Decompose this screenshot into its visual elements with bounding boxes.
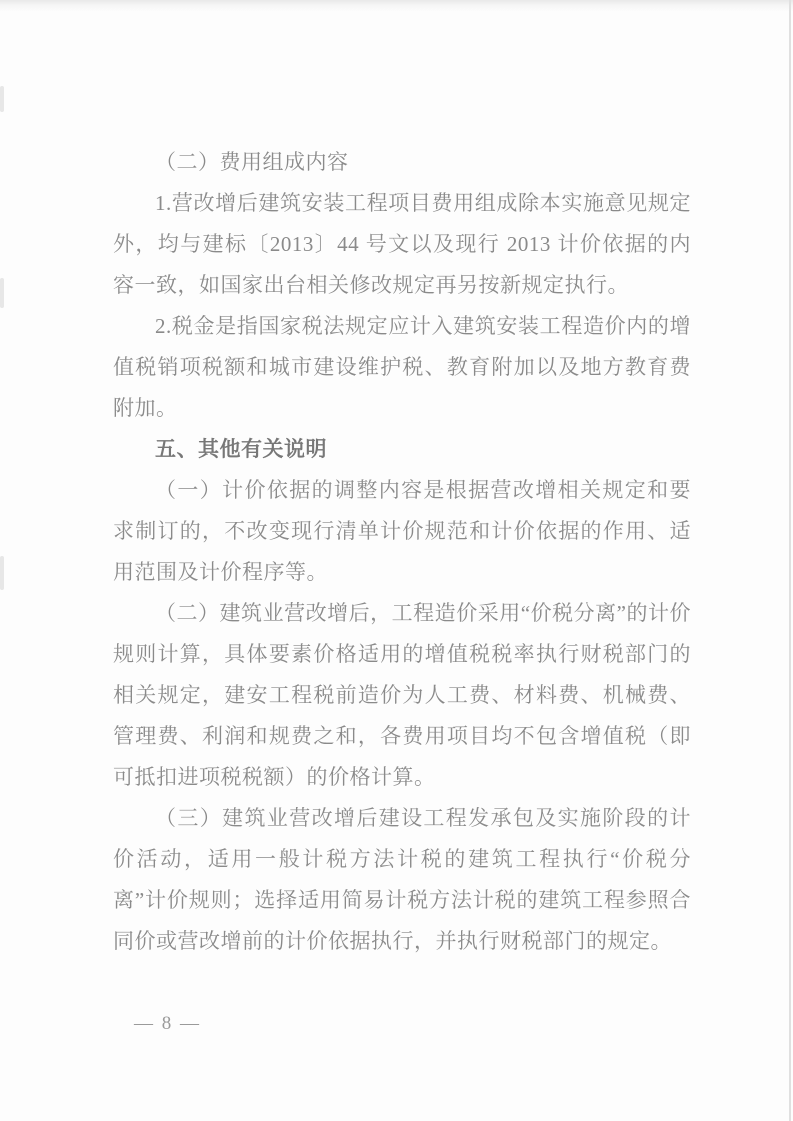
page-number: — 8 — [134, 1013, 201, 1034]
scan-right-edge-line [789, 0, 791, 1121]
paragraph-fee-composition-item1: 1.营改增后建筑安装工程项目费用组成除本实施意见规定外，均与建标〔2013〕44 号文以及现行 2013 计价依据的内容一致，如国家出台相关修改规定再另按新规定执行。 [113, 191, 691, 297]
paragraph-other-notes-1: （一）计价依据的调整内容是根据营改增相关规定和要求制订的，不改变现行清单计价规范和计价依据的作用、适用范围及计价程序等。 [113, 478, 691, 584]
scan-smudge [0, 86, 4, 112]
subheading-fee-composition: （二）费用组成内容 [155, 150, 349, 174]
scan-top-edge [0, 0, 793, 12]
paragraph-other-notes-2: （二）建筑业营改增后，工程造价采用“价税分离”的计价规则计算，具体要素价格适用的增值税税率执行财税部门的相关规定，建安工程税前造价为人工费、材料费、机械费、管理费、利润和规费之和，各费用项目均不包含增值税（即可抵扣进项税税额）的价格计算。 [113, 601, 691, 789]
paragraph-fee-composition-item2: 2.税金是指国家税法规定应计入建筑安装工程造价内的增值税销项税额和城市建设维护税、教育附加以及地方教育费附加。 [113, 314, 691, 420]
paragraph-other-notes-3: （三）建筑业营改增后建设工程发承包及实施阶段的计价活动，适用一般计税方法计税的建筑工程执行“价税分离”计价规则；选择适用简易计税方法计税的建筑工程参照合同价或营改增前的计价依据执行，并执行财税部门的规定。 [113, 806, 691, 953]
section-heading-other-notes: 五、其他有关说明 [155, 438, 327, 461]
scan-smudge [0, 556, 4, 590]
document-body [113, 142, 691, 962]
scan-smudge [0, 278, 4, 308]
